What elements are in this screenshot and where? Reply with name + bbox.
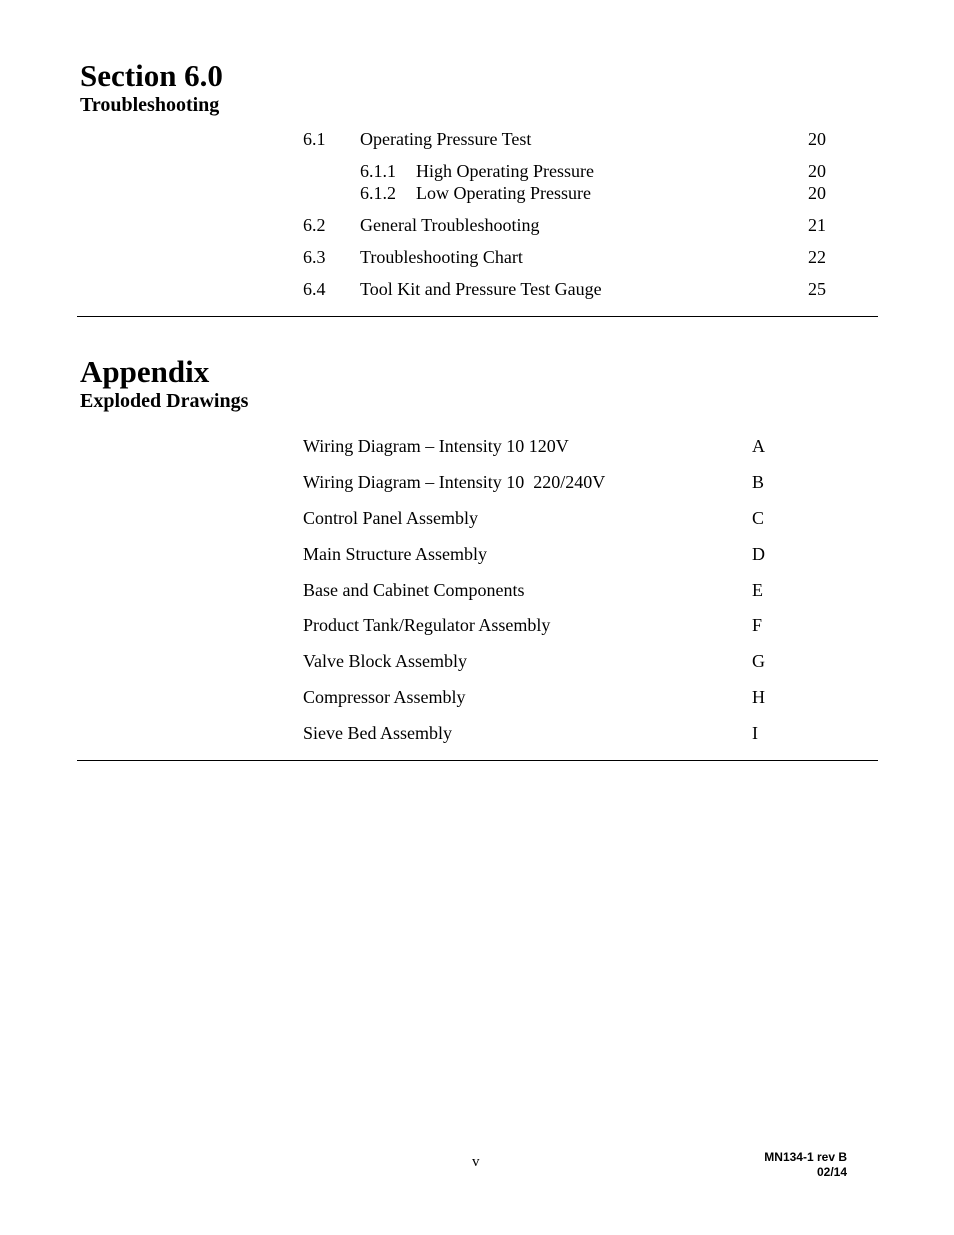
doc-date: 02/14: [816, 1165, 847, 1179]
appendix-ref: I: [752, 723, 758, 743]
appendix-label[interactable]: Product Tank/Regulator Assembly: [303, 615, 551, 635]
appendix-divider: [77, 760, 878, 761]
appendix-label[interactable]: Main Structure Assembly: [303, 544, 487, 564]
toc-label[interactable]: Operating Pressure Test: [360, 129, 532, 149]
appendix-label[interactable]: Base and Cabinet Components: [303, 580, 525, 600]
appendix-ref: A: [752, 436, 765, 456]
appendix-ref: B: [752, 472, 765, 492]
appendix-ref: D: [752, 544, 765, 564]
appendix-ref: F: [752, 615, 763, 635]
toc-page: 20: [808, 183, 826, 203]
toc-label[interactable]: Troubleshooting Chart: [360, 247, 523, 267]
appendix-ref: H: [752, 687, 765, 707]
appendix-ref: C: [752, 508, 765, 528]
toc-label[interactable]: Low Operating Pressure: [416, 183, 591, 203]
toc-page: 25: [808, 279, 826, 299]
toc-page: 20: [808, 161, 826, 181]
appendix-label[interactable]: Control Panel Assembly: [303, 508, 478, 528]
section-divider: [77, 316, 878, 317]
appendix-label[interactable]: Wiring Diagram – Intensity 10 220/240V: [303, 472, 606, 492]
toc-num: 6.4: [303, 279, 326, 299]
toc-num: 6.1.1: [360, 161, 396, 181]
doc-id: MN134-1 rev B: [764, 1150, 847, 1164]
section-title: Section 6.0: [80, 58, 223, 93]
toc-label[interactable]: General Troubleshooting: [360, 215, 540, 235]
appendix-label[interactable]: Sieve Bed Assembly: [303, 723, 452, 743]
toc-num: 6.2: [303, 215, 326, 235]
appendix-label[interactable]: Wiring Diagram – Intensity 10 120V: [303, 436, 569, 456]
toc-num: 6.3: [303, 247, 326, 267]
appendix-ref: E: [752, 580, 763, 600]
toc-page: 22: [808, 247, 826, 267]
page-number: v: [472, 1154, 480, 1170]
toc-label[interactable]: High Operating Pressure: [416, 161, 594, 181]
toc-page: 20: [808, 129, 826, 149]
section-subtitle: Troubleshooting: [80, 94, 220, 116]
toc-page: 21: [808, 215, 826, 235]
toc-label[interactable]: Tool Kit and Pressure Test Gauge: [360, 279, 602, 299]
appendix-label[interactable]: Valve Block Assembly: [303, 651, 467, 671]
appendix-subtitle: Exploded Drawings: [80, 390, 249, 412]
appendix-ref: G: [752, 651, 765, 671]
toc-num: 6.1: [303, 129, 326, 149]
toc-num: 6.1.2: [360, 183, 396, 203]
appendix-label[interactable]: Compressor Assembly: [303, 687, 466, 707]
appendix-title: Appendix: [80, 354, 210, 389]
